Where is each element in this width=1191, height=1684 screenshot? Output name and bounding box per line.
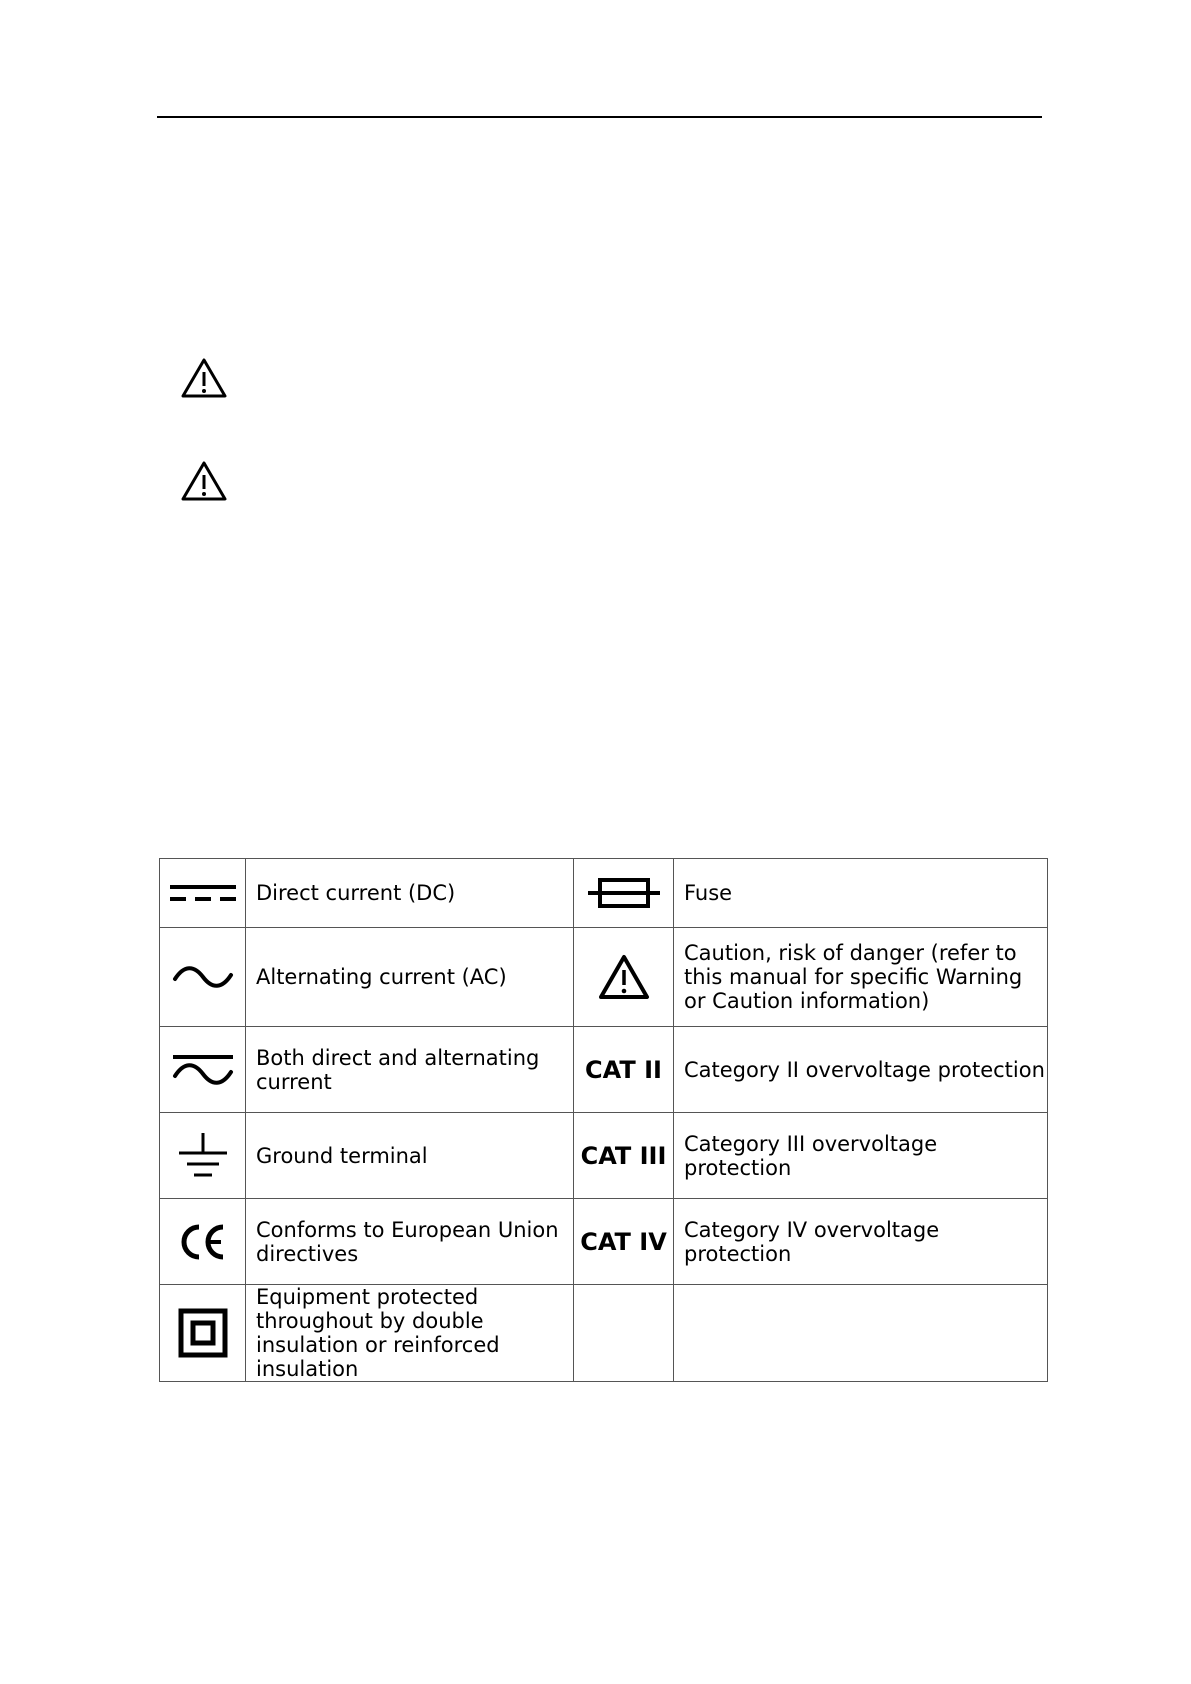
cat-iv-symbol: CAT IV bbox=[574, 1199, 674, 1285]
ground-icon bbox=[160, 1113, 246, 1199]
table-row bbox=[160, 928, 1048, 1027]
ac-icon bbox=[160, 928, 246, 1027]
caution-triangle-icon bbox=[180, 460, 228, 502]
fuse-label: Fuse bbox=[674, 859, 1048, 928]
ce-mark-icon bbox=[160, 1199, 246, 1285]
table-row bbox=[160, 859, 1048, 928]
ac-dc-label: Both direct and alternating current bbox=[246, 1027, 574, 1113]
fuse-icon bbox=[574, 859, 674, 928]
symbols-table bbox=[159, 858, 1048, 1382]
ground-label: Ground terminal bbox=[246, 1113, 574, 1199]
table-row bbox=[160, 1285, 1048, 1382]
empty-symbol-cell bbox=[574, 1285, 674, 1382]
warning-triangle-icon bbox=[180, 357, 228, 399]
cat-ii-label: Category II overvoltage protection bbox=[674, 1027, 1048, 1113]
table-row bbox=[160, 1199, 1048, 1285]
ac-label: Alternating current (AC) bbox=[246, 928, 574, 1027]
cat-ii-symbol: CAT II bbox=[574, 1027, 674, 1113]
double-insulation-label: Equipment protected throughout by double insulation or reinforced insulation bbox=[246, 1285, 574, 1382]
ce-label: Conforms to European Union directives bbox=[246, 1199, 574, 1285]
double-insulation-icon bbox=[160, 1285, 246, 1382]
caution-label: Caution, risk of danger (refer to this manual for specific Warning or Caution information) bbox=[674, 928, 1048, 1027]
caution-icon bbox=[574, 928, 674, 1027]
dc-icon bbox=[160, 859, 246, 928]
table-row bbox=[160, 1027, 1048, 1113]
dc-label: Direct current (DC) bbox=[246, 859, 574, 928]
empty-label-cell bbox=[674, 1285, 1048, 1382]
cat-iv-label: Category IV overvoltage protection bbox=[674, 1199, 1048, 1285]
cat-iii-label: Category III overvoltage protection bbox=[674, 1113, 1048, 1199]
ac-dc-icon bbox=[160, 1027, 246, 1113]
table-row bbox=[160, 1113, 1048, 1199]
cat-iii-symbol: CAT III bbox=[574, 1113, 674, 1199]
header-rule bbox=[157, 116, 1042, 118]
